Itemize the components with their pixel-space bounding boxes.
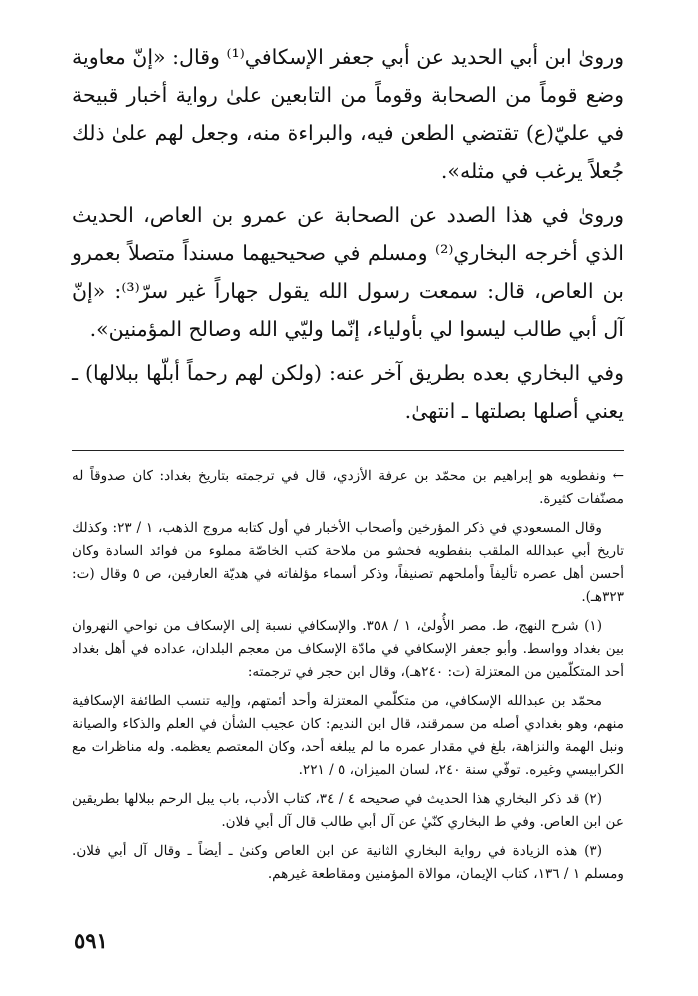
footnote-divider — [72, 450, 624, 451]
main-text — [72, 38, 624, 430]
footnote-1: (١) شرح النهج، ط. مصر الأُولىٰ، ١ / ٣٥٨. والإسكافي نسبة إلى الإسكاف من نواحي النهروان بين بغداد وواسط. وأبو جعفر الإسكافي في مادّة الإسكاف من معجم البلدان، عداده في أهل بغداد أحد المتكلّمين من المعتزلة (ت: ٢٤٠هـ)، وقال ابن حجر في ترجمته: — [72, 618, 624, 680]
footnote-continued: ← ونفطويه هو إبراهيم بن محمّد بن عرفة الأزدي، قال في ترجمته بتاريخ بغداد: كان صدوقاً له مصنّفات كثيرة. — [72, 468, 624, 507]
document-page — [72, 38, 624, 892]
page-number: ٥٩١ — [74, 928, 108, 953]
footnote-continued-2: وقال المسعودي في ذكر المؤرخين وأصحاب الأخبار في أول كتابه مروج الذهب، ١ / ٢٣: وكذلك تاريخ أبي عبدالله الملقب بنفطويه فحشو من ملاحة كتب الخاصّة مملوء من فوائد السادة وكان أحسن أهل عصره تأليفاً وأملحهم تصنيفاً، وذكر أسماء مؤلفاته في هديّة العارفين، ص ٥ وقال (ت: ٣٢٣هـ). — [72, 520, 625, 605]
footnote-1-bio: محمّد بن عبدالله الإسكافي، من متكلّمي المعتزلة وأحد أئمتهم، وإليه تنسب الطائفة الإسكافية منهم، وهو بغدادي أصله من سمرقند، قال ابن النديم: كان عجيب الشأن في العلم والذكاء والصيانة ونبل الهمة والنزاهة، بلغ في مقدار عمره ما لم يبلغه أحد، وكان المعتصم يعظمه. وله مناظرات مع الكرابيسي وغيره. توفّي سنة ٢٤٠، لسان الميزان، ٥ / ٢٢١. — [72, 693, 624, 778]
footnotes — [72, 465, 624, 886]
footnote-2: (٢) قد ذكر البخاري هذا الحديث في صحيحه ٤ / ٣٤، كتاب الأدب، باب يبل الرحم ببلالها بطريقين عن ابن العاص. وفي ط البخاري كنّيٰ عن آل أبي طالب قال آل أبي فلان. — [72, 791, 624, 830]
main-paragraph-3: وفي البخاري بعده بطريق آخر عنه: (ولكن لهم رحماً أبلّها ببلالها) ـ يعني أصلها بصلتها ـ انتهىٰ. — [72, 361, 624, 423]
footnote-3: (٣) هذه الزيادة في رواية البخاري الثانية عن ابن العاص وكنىٰ ـ أيضاً ـ وقال آل أبي فلان. ومسلم ١ / ١٣٦، كتاب الإيمان، موالاة المؤمنين ومقاطعة غيرهم. — [72, 843, 624, 882]
main-paragraph-2: ورویٰ في هذا الصدد عن الصحابة عن عمرو بن العاص، الحديث الذي أخرجه البخاري⁽²⁾ ومسلم في صحيحيهما مسنداً متصلاً بعمرو بن العاص، قال: سمعت رسول الله يقول جهاراً غير سرّ⁽³⁾: «إنّ آل أبي طالب ليسوا لي بأولياء، إنّما وليّي الله وصالح المؤمنين». — [72, 203, 624, 341]
main-paragraph-1: ورویٰ ابن أبي الحديد عن أبي جعفر الإسكافي⁽¹⁾ وقال: «إنّ معاوية وضع قوماً من الصحابة وقوماً من التابعين علىٰ رواية أخبار قبيحة في عليّ(ع) تقتضي الطعن فيه، والبراءة منه، وجعل لهم علىٰ ذلك جُعلاً يرغب في مثله». — [72, 45, 625, 183]
